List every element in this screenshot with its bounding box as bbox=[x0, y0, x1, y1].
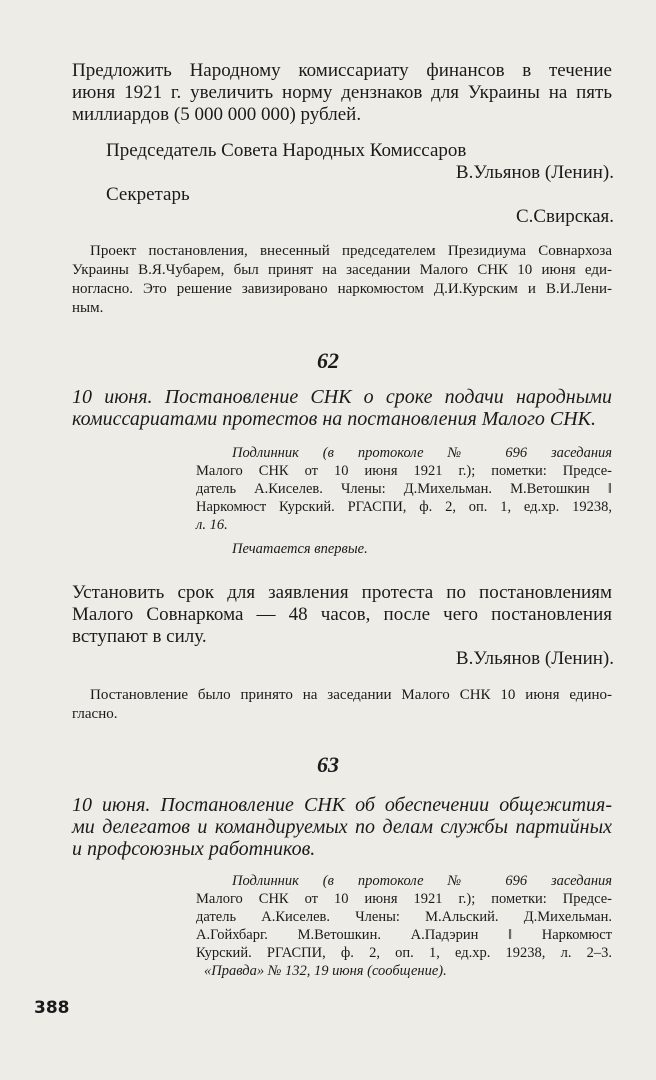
editorial-note-1 bbox=[72, 242, 612, 318]
source-reference bbox=[196, 872, 612, 980]
decree-paragraph-finance bbox=[72, 60, 612, 126]
source-reference bbox=[196, 444, 612, 534]
note-line: ногласно. Это решение завизировано наркомюстом Д.И.Курским и В.И.Лени- bbox=[72, 281, 612, 297]
source-line: «Правда» № 132, 19 июня (сообщение). bbox=[204, 963, 447, 979]
note-line: Проект постановления, внесенный председателем Президиума Совнархоза bbox=[90, 243, 612, 259]
document-heading bbox=[72, 794, 612, 860]
heading-line: ми делегатов и командируемых по делам службы партийных bbox=[72, 816, 612, 838]
editorial-note-2 bbox=[72, 686, 612, 724]
paragraph-line: Предложить Народному комиссариату финансов в течение bbox=[72, 60, 612, 81]
source-line: Курский. РГАСПИ, ф. 2, оп. 1, ед.хр. 19238, л. 2–3. bbox=[196, 945, 612, 961]
signature: В.Ульянов (Ленин). bbox=[455, 648, 614, 669]
heading-line: 10 июня. Постановление СНК об обеспечении общежития- bbox=[72, 794, 612, 816]
paragraph-line: Установить срок для заявления протеста по постановлениям bbox=[72, 582, 612, 603]
publication-note: Печатается впервые. bbox=[232, 541, 368, 557]
decree-paragraph-protest bbox=[72, 582, 612, 648]
document-number: 62 bbox=[317, 348, 339, 373]
source-line: Подлинник (в протоколе № 696 заседания bbox=[232, 445, 612, 461]
document-number: 63 bbox=[317, 752, 339, 777]
paragraph-line: Малого Совнаркома — 48 часов, после чего постановления bbox=[72, 604, 612, 625]
source-line: Малого СНК от 10 июня 1921 г.); пометки: Предсе- bbox=[196, 891, 612, 907]
chair-signature: В.Ульянов (Ленин). bbox=[455, 162, 614, 183]
source-line: А.Гойхбарг. М.Ветошкин. А.Падэрин ‖ Наркомюст bbox=[196, 927, 612, 943]
chair-title: Председатель Совета Народных Комиссаров bbox=[106, 140, 467, 161]
source-line: л. 16. bbox=[196, 517, 228, 533]
heading-line: комиссариатами протестов на постановления Малого СНК. bbox=[72, 408, 596, 430]
source-line: датель А.Киселев. Члены: М.Альский. Д.Михельман. bbox=[196, 909, 612, 925]
document-heading bbox=[72, 386, 612, 430]
paragraph-line: июня 1921 г. увеличить норму дензнаков для Украины на пять bbox=[72, 82, 612, 103]
source-line: Подлинник (в протоколе № 696 заседания bbox=[232, 873, 612, 889]
paragraph-line: вступают в силу. bbox=[72, 626, 207, 647]
heading-line: 10 июня. Постановление СНК о сроке подачи народными bbox=[72, 386, 612, 408]
note-line: Украины В.Я.Чубарем, был принят на заседании Малого СНК 10 июня еди- bbox=[72, 262, 612, 278]
secretary-signature: С.Свирская. bbox=[515, 206, 614, 227]
source-line: датель А.Киселев. Члены: Д.Михельман. М.Ветошкин ‖ bbox=[196, 481, 612, 497]
source-line: Наркомюст Курский. РГАСПИ, ф. 2, оп. 1, ед.хр. 19238, bbox=[196, 499, 612, 515]
secretary-title: Секретарь bbox=[106, 184, 190, 205]
heading-line: и профсоюзных работников. bbox=[72, 838, 316, 860]
paragraph-line: миллиардов (5 000 000 000) рублей. bbox=[72, 104, 362, 125]
note-line: ным. bbox=[72, 300, 104, 316]
note-line: Постановление было принято на заседании Малого СНК 10 июня едино- bbox=[90, 687, 612, 703]
page-number: 388 bbox=[34, 998, 70, 1018]
note-line: гласно. bbox=[72, 706, 118, 722]
source-line: Малого СНК от 10 июня 1921 г.); пометки: Предсе- bbox=[196, 463, 612, 479]
